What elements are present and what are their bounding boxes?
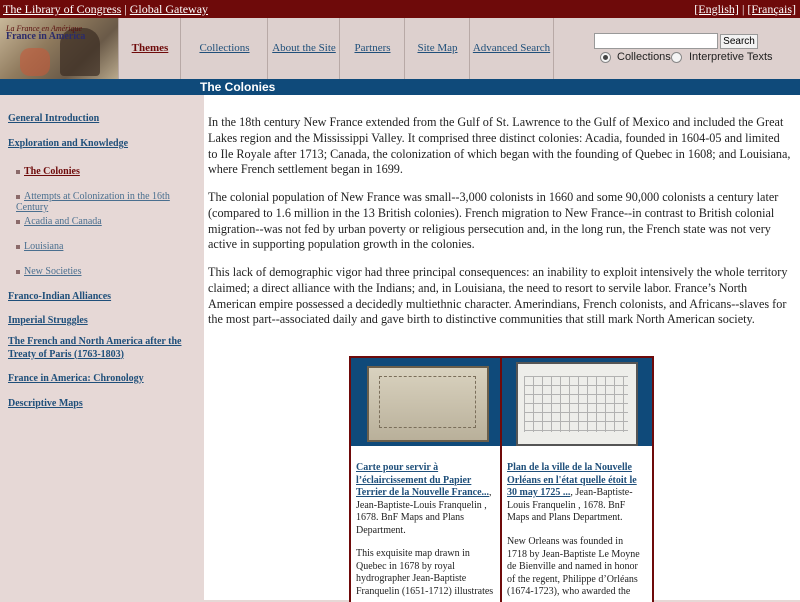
sidebar-item-chronology[interactable] bbox=[8, 373, 144, 384]
francais-link[interactable]: [Français] bbox=[747, 2, 796, 16]
nav-themes-link[interactable]: Themes bbox=[131, 42, 169, 54]
gallery-description-1: This exquisite map drawn in Quebec in 1678 by royal hydrographer Jean-Baptiste Franquelin (1651-1712) illustrates bbox=[356, 548, 494, 597]
sidebar-link-chronology[interactable]: France in America: Chronology bbox=[8, 373, 144, 384]
nav-sitemap[interactable] bbox=[404, 18, 470, 79]
sidebar-item-exploration[interactable] bbox=[8, 138, 128, 149]
nav-about-link[interactable]: About the Site bbox=[272, 42, 336, 54]
page-title: The Colonies bbox=[200, 80, 276, 94]
sidebar-link-exploration[interactable]: Exploration and Knowledge bbox=[8, 138, 129, 149]
bullet-icon bbox=[16, 270, 20, 274]
city-plan-grid bbox=[524, 376, 628, 432]
bullet-icon bbox=[16, 245, 20, 249]
sidebar-item-imperial[interactable] bbox=[8, 315, 88, 326]
sidebar-link-acadia-canada[interactable]: Acadia and Canada bbox=[24, 216, 102, 227]
gallery-image-1-frame bbox=[351, 358, 500, 446]
sidebar-item-after-treaty[interactable] bbox=[8, 336, 182, 361]
sidebar-item-maps[interactable] bbox=[8, 398, 83, 409]
radio-interpretive-texts-label: Interpretive Texts bbox=[689, 51, 773, 63]
gallery-image-2-frame bbox=[502, 358, 652, 446]
main-nav bbox=[0, 18, 800, 79]
search-button[interactable]: Search bbox=[720, 34, 758, 49]
library-of-congress-link[interactable]: The Library of Congress bbox=[3, 2, 122, 16]
section-title-bar bbox=[0, 79, 800, 95]
sidebar-link-franco-indian[interactable]: Franco-Indian Alliances bbox=[8, 291, 112, 302]
gallery-caption-1 bbox=[356, 462, 494, 537]
logo-figure-shape bbox=[20, 48, 50, 76]
nav-partners-link[interactable]: Partners bbox=[354, 42, 391, 54]
sidebar-subitem-attempts[interactable] bbox=[16, 191, 204, 213]
nav-collections[interactable] bbox=[180, 18, 268, 79]
gallery-cell-1 bbox=[351, 358, 500, 602]
gallery-credit-1: , Jean-Baptiste-Louis Franquelin , 1678. BnF Maps and Plans Department. bbox=[356, 487, 492, 536]
sidebar-link-louisiana[interactable]: Louisiana bbox=[24, 241, 64, 252]
sidebar-link-imperial[interactable]: Imperial Struggles bbox=[8, 315, 88, 326]
sidebar-link-general-introduction[interactable]: General Introduction bbox=[8, 113, 100, 124]
nav-themes[interactable] bbox=[118, 18, 181, 79]
logo-line-1: La France en Amérique bbox=[6, 24, 83, 33]
bullet-icon bbox=[16, 170, 20, 174]
nav-collections-link[interactable]: Collections bbox=[199, 42, 250, 54]
search-input[interactable] bbox=[594, 33, 718, 49]
nav-about[interactable] bbox=[267, 18, 340, 79]
gallery-caption-2 bbox=[507, 462, 645, 525]
sidebar-link-after-treaty-2[interactable]: Treaty of Paris (1763-1803) bbox=[8, 348, 124, 360]
image-gallery-table bbox=[349, 356, 654, 602]
sidebar-link-maps[interactable]: Descriptive Maps bbox=[8, 398, 83, 409]
bullet-icon bbox=[16, 195, 20, 199]
sidebar-subitem-louisiana[interactable] bbox=[16, 241, 63, 252]
content-paragraph-1: In the 18th century New France extended from the Gulf of St. Lawrence to the Gulf of Mexico and included the Great Lakes region and the Mississippi Valley. It comprised three distinct colonies: Acadia, founded in 1604-05 and limited to Ile Royale after 1713; Canada, the colonization of which began with the founding of Quebec in 1608; and Louisiana, where French settlement began in 1699. bbox=[208, 115, 791, 177]
site-logo[interactable] bbox=[0, 18, 118, 79]
map-border-decoration bbox=[379, 376, 476, 428]
map-thumbnail-1[interactable] bbox=[367, 366, 489, 442]
content-paragraph-3: This lack of demographic vigor had three principal consequences: an inability to exploit intensively the whole territory claimed; a direct alliance with the Indians; and, in Louisiana, the need to resort to servile labor. France’s North American empire possessed a decidedly multiethnic character. Amerindians, French colonists, and Africans--slaves for the most part--associated daily and gave birth to distinctive communities that still mark North American society. bbox=[208, 265, 788, 327]
top-separator: | bbox=[124, 2, 127, 16]
radio-interpretive-texts[interactable] bbox=[671, 52, 682, 63]
sidebar-subitem-acadia-canada[interactable] bbox=[16, 216, 102, 227]
radio-collections-label: Collections bbox=[617, 51, 671, 63]
radio-collections[interactable] bbox=[600, 52, 611, 63]
sidebar-item-franco-indian[interactable] bbox=[8, 291, 111, 302]
logo-line-2: France in America bbox=[6, 31, 86, 42]
sidebar bbox=[0, 95, 204, 600]
gallery-description-2: New Orleans was founded in 1718 by Jean-Baptiste Le Moyne de Bienville and named in honor of the regent, Philippe d’Orléans (1674-1723), who awarded the bbox=[507, 536, 640, 597]
sidebar-link-new-societies[interactable]: New Societies bbox=[24, 266, 82, 277]
sidebar-link-after-treaty-1[interactable]: The French and North America after the bbox=[8, 336, 182, 347]
gallery-cell-2 bbox=[502, 358, 651, 602]
gallery-link-1[interactable]: Carte pour servir à l’éclaircissement du Papier Terrier de la Nouvelle France... bbox=[356, 462, 490, 498]
english-link[interactable]: [English] bbox=[694, 2, 739, 16]
top-bar bbox=[0, 0, 800, 18]
sidebar-item-general-introduction[interactable] bbox=[8, 113, 99, 124]
content-paragraph-2: The colonial population of New France was small--3,000 colonists in 1660 and some 90,000 colonists a century later (compared to 1.6 million in the 13 British colonies). French migration to New France--in contrast to British colonial migration--was not fed by urban poverty or religious persecution and, in the long run, the French state was not very active in supporting population growth in the colonies. bbox=[208, 190, 779, 252]
language-separator: | bbox=[741, 2, 745, 16]
gallery-link-2[interactable]: Plan de la ville de la Nouvelle Orléans en l'état quelle étoit le 30 may 1725 ... bbox=[507, 462, 637, 498]
bullet-icon bbox=[16, 220, 20, 224]
nav-advanced-search-link[interactable]: Advanced Search bbox=[472, 42, 551, 54]
sidebar-subitem-the-colonies[interactable] bbox=[16, 166, 80, 177]
nav-advanced-search[interactable] bbox=[469, 18, 554, 79]
gallery-credit-2: , Jean-Baptiste-Louis Franquelin , 1678. BnF Maps and Plans Department. bbox=[507, 487, 633, 523]
sidebar-subitem-new-societies[interactable] bbox=[16, 266, 82, 277]
map-thumbnail-2[interactable] bbox=[516, 362, 638, 446]
nav-sitemap-link[interactable]: Site Map bbox=[417, 42, 458, 54]
global-gateway-link[interactable]: Global Gateway bbox=[129, 2, 209, 16]
language-links bbox=[694, 0, 796, 18]
nav-partners[interactable] bbox=[339, 18, 405, 79]
sidebar-link-the-colonies[interactable]: The Colonies bbox=[24, 166, 80, 177]
top-left-links bbox=[3, 0, 208, 18]
sidebar-link-attempts[interactable]: Attempts at Colonization in the 16th Century bbox=[16, 191, 170, 213]
